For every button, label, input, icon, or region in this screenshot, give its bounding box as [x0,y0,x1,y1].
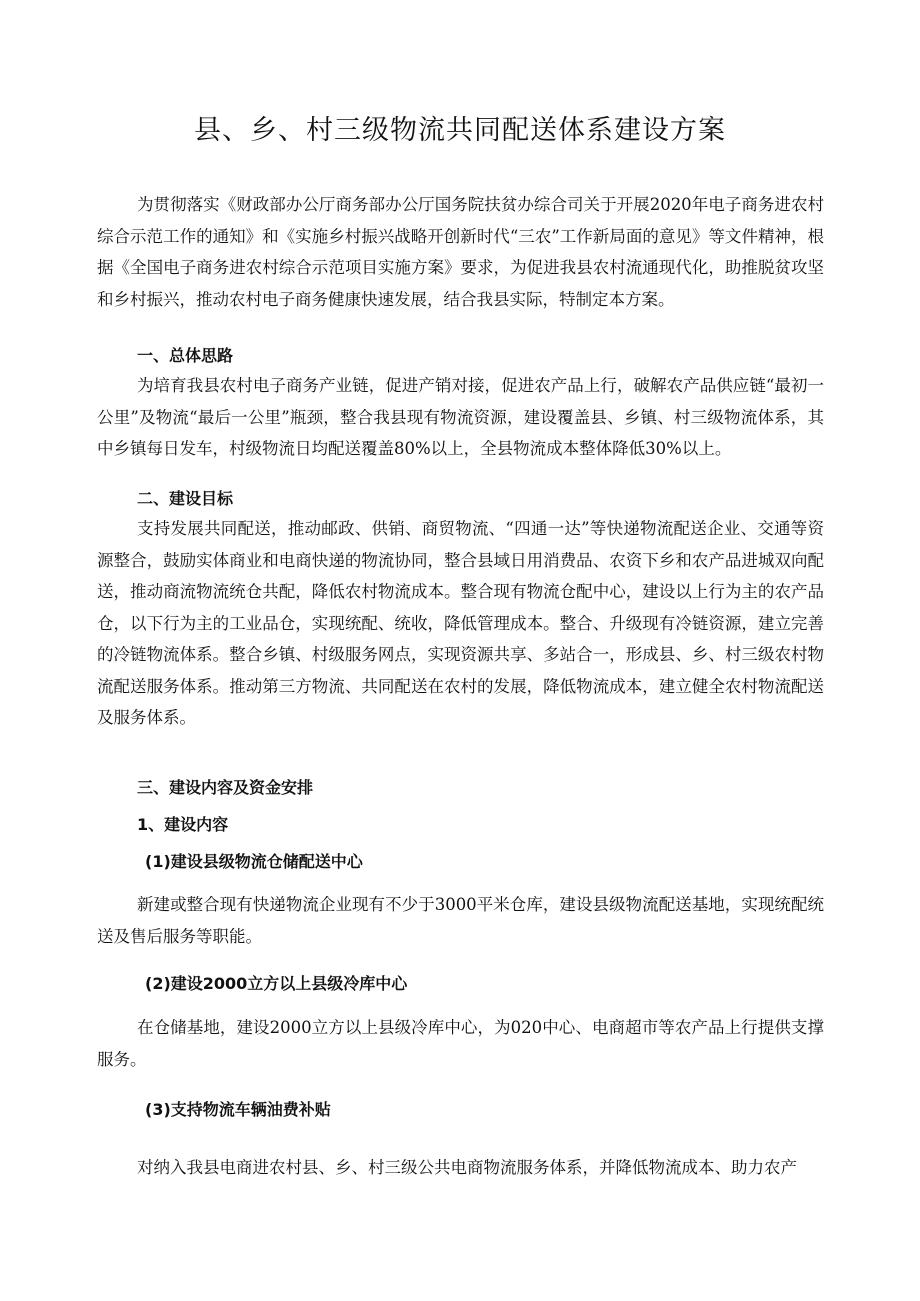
item3-paragraph: 对纳入我县电商进农村县、乡、村三级公共电商物流服务体系，并降低物流成本、助力农产 [137,1158,797,1177]
section1-paragraph: 为培育我县农村电子商务产业链，促进产销对接，促进农产品上行，破解农产品供应链“最初一公里”及物流“最后一公里”瓶颈，整合我县现有物流资源，建设覆盖县、乡镇、村三级物流体系，其中乡镇每日发车，村级物流日均配送覆盖80%以上，全县物流成本整体降低30%以上。 [97,376,824,458]
document-title: 县、乡、村三级物流共同配送体系建设方案 [194,115,726,146]
item2-heading: (2)建设2000立方以上县级冷库中心 [145,974,408,993]
subsection1-heading: 1、建设内容 [137,815,229,834]
section2-heading: 二、建设目标 [137,489,234,508]
intro-paragraph: 为贯彻落实《财政部办公厅商务部办公厅国务院扶贫办综合司关于开展2020年电子商务进农村综合示范工作的通知》和《实施乡村振兴战略开创新时代“三农”工作新局面的意见》等文件精神，根据《全国电子商务进农村综合示范项目实施方案》要求，为促进我县农村流通现代化，助推脱贫攻坚和乡村振兴，推动农村电子商务健康快速发展，结合我县实际，特制定本方案。 [97,195,824,309]
item1-heading: (1)建设县级物流仓储配送中心 [145,852,363,871]
item3-heading: (3)支持物流车辆油费补贴 [145,1100,331,1119]
section1-heading: 一、总体思路 [137,346,234,365]
item1-paragraph: 新建或整合现有快递物流企业现有不少于3000平米仓库，建设县级物流配送基地，实现统配统送及售后服务等职能。 [97,895,824,946]
section2-paragraph: 支持发展共同配送，推动邮政、供销、商贸物流、“四通一达”等快递物流配送企业、交通等资源整合，鼓励实体商业和电商快递的物流协同，整合县域日用消费品、农资下乡和农产品进城双向配送，推动商流物流统仓共配，降低农村物流成本。整合现有物流仓配中心，建设以上行为主的农产品仓，以下行为主的工业品仓，实现统配、统收，降低管理成本。整合、升级现有冷链资源，建立完善的冷链物流体系。整合乡镇、村级服务网点，实现资源共享、多站合一，形成县、乡、村三级农村物流配送服务体系。推动第三方物流、共同配送在农村的发展，降低物流成本，建立健全农村物流配送及服务体系。 [97,519,824,727]
item2-paragraph: 在仓储基地，建设2000立方以上县级冷库中心，为020中心、电商超市等农产品上行提供支撑服务。 [97,1018,824,1069]
section3-heading: 三、建设内容及资金安排 [137,778,314,797]
